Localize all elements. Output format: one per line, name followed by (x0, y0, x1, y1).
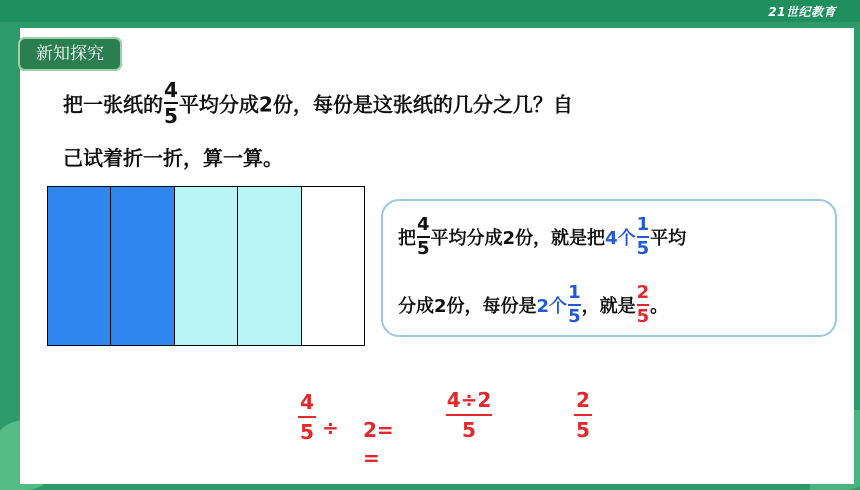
explanation-line-1 (398, 216, 686, 258)
fraction-denominator: 5 (300, 420, 314, 444)
fraction-numerator: 4 (300, 390, 314, 414)
explanation-line-2 (398, 284, 668, 326)
fraction-bar (574, 414, 592, 416)
highlight-text: 4个 (605, 228, 636, 249)
equation-fraction-2 (446, 390, 492, 440)
text: 平均分成2份，就是把 (430, 228, 606, 249)
strip-part-shaded-dark (111, 187, 174, 345)
question-line-1 (63, 80, 573, 130)
section-badge-label: 新知探究 (36, 44, 104, 64)
brand-logo: 21世纪教育 (768, 5, 836, 19)
fraction-denominator: 5 (636, 306, 650, 327)
fraction-numerator: 1 (636, 214, 650, 235)
fraction-numerator: 2 (636, 282, 650, 303)
text: 。 (650, 296, 669, 317)
text: 平均 (650, 228, 687, 249)
strip-part-shaded-light (175, 187, 238, 345)
equation-fraction-3 (574, 390, 592, 440)
text: 分成2份，每份是 (398, 296, 537, 317)
top-bar (0, 0, 860, 22)
equation-fraction-1 (298, 392, 316, 442)
text: ，就是 (581, 296, 636, 317)
fraction-bar (446, 414, 492, 416)
paper-strip (47, 186, 365, 346)
fraction-denominator: 5 (576, 418, 590, 442)
question-text-b: 平均分成2份，每份是这张纸的几分之几？自 (178, 92, 573, 117)
fraction-denominator: 5 (636, 238, 650, 259)
fraction-numerator: 1 (568, 282, 581, 303)
strip-part-shaded-dark (48, 187, 111, 345)
highlight-text: 2个 (536, 296, 568, 317)
question-text-c: 己试着折一折，算一算。 (63, 146, 283, 170)
question-fraction (164, 80, 178, 126)
equation-equals: = (363, 446, 380, 470)
section-badge (18, 37, 122, 71)
equation-divisor: 2= (363, 418, 394, 442)
fraction (417, 216, 430, 258)
fraction-answer (637, 284, 650, 326)
fraction-denominator: 5 (164, 104, 178, 128)
fraction-highlight (637, 216, 650, 258)
strip-part-empty (302, 187, 364, 345)
strip-part-shaded-light (238, 187, 301, 345)
question-line-2 (63, 142, 283, 171)
fraction-numerator: 2 (576, 388, 590, 412)
fraction-numerator: 4 (164, 78, 178, 102)
text: 把 (398, 228, 416, 249)
fraction-denominator: 5 (417, 238, 430, 259)
fraction-denominator: 5 (462, 418, 476, 442)
fraction-bar (298, 416, 316, 418)
fraction-numerator: 4 (417, 214, 430, 235)
fraction-numerator: 4÷2 (446, 388, 492, 412)
fraction-denominator: 5 (568, 306, 581, 327)
fraction-highlight (568, 284, 581, 326)
question-text-a: 把一张纸的 (63, 92, 163, 117)
equation-divide-sign: ÷ (322, 416, 339, 440)
